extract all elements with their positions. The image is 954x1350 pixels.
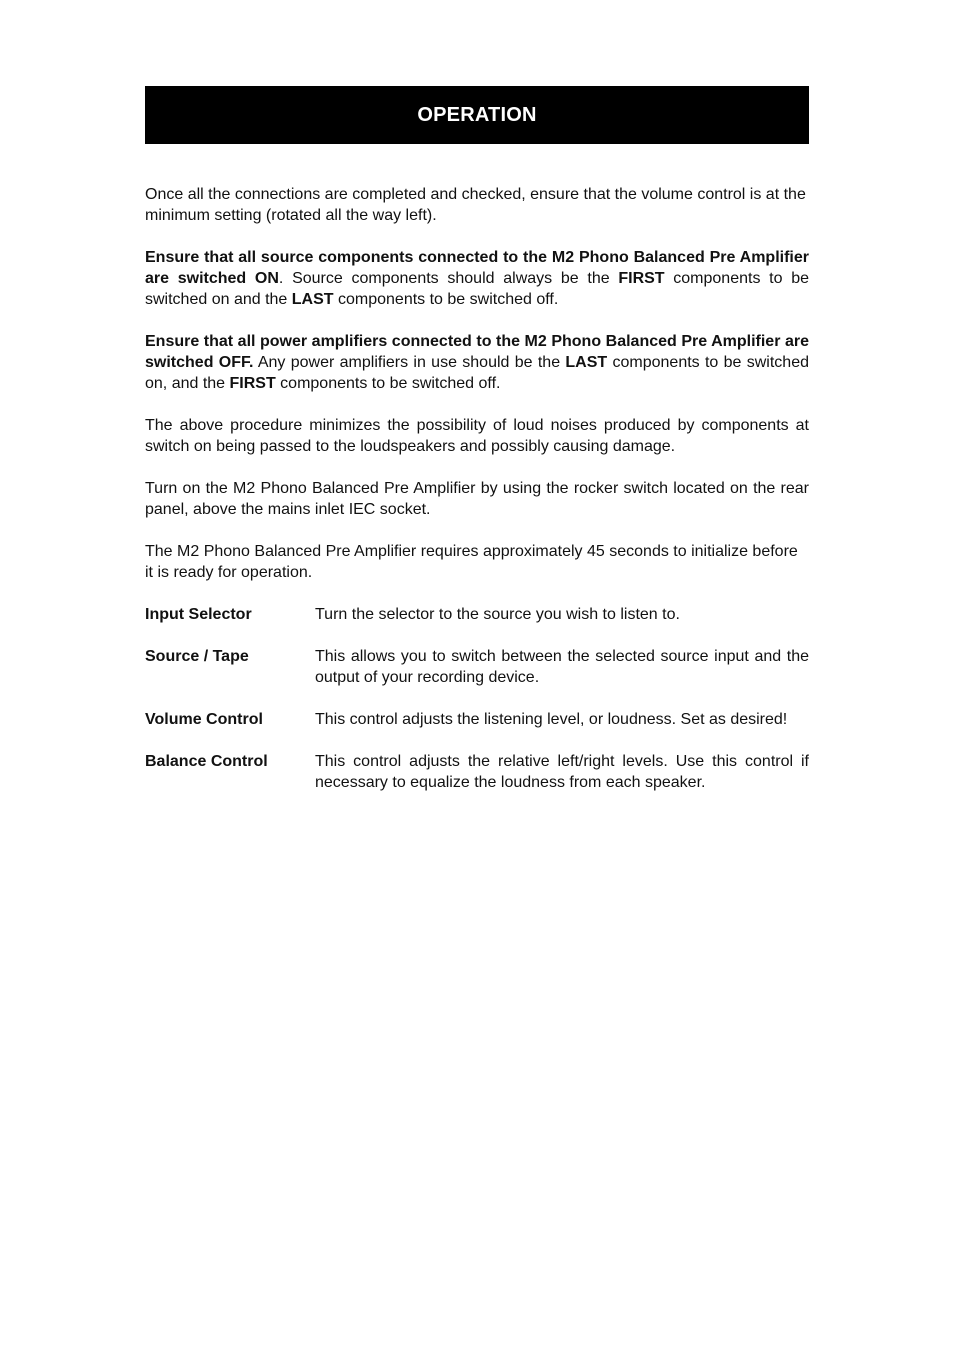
emphasis-last: LAST xyxy=(565,354,608,371)
text-span: Any power amplifiers in use should be the xyxy=(253,354,566,371)
section-header-bar xyxy=(145,86,809,144)
text-span: components to be switched off. xyxy=(275,375,501,392)
text-span: components to be switched on and the xyxy=(145,270,810,308)
control-description: Turn the selector to the source you wish to listen to. xyxy=(315,606,680,623)
text-span: components to be switched off. xyxy=(333,291,559,308)
paragraph-intro: Once all the connections are completed and checked, ensure that the volume control is at the minimum setting (rotated all the way left). xyxy=(145,186,806,224)
control-description: This control adjusts the listening level, or loudness. Set as desired! xyxy=(315,711,788,728)
emphasis-first: FIRST xyxy=(618,270,665,287)
control-row-input-selector xyxy=(145,604,809,625)
control-row-volume xyxy=(145,709,809,730)
paragraph-source-components xyxy=(145,247,809,310)
emphasis-first: FIRST xyxy=(229,375,276,392)
amplifier-warning-bold: Ensure that all power amplifiers connected to the M2 Phono Balanced Pre Amplifier are switched OFF. xyxy=(145,333,809,371)
text-span: . Source components should always be the xyxy=(278,270,619,287)
paragraph-procedure: The above procedure minimizes the possibility of loud noises produced by components at switch on being passed to the loudspeakers and possibly causing damage. xyxy=(145,417,809,455)
paragraph-initialize: The M2 Phono Balanced Pre Amplifier requires approximately 45 seconds to initialize before it is ready for operation. xyxy=(145,543,798,581)
control-term: Input Selector xyxy=(145,606,252,623)
control-term: Volume Control xyxy=(145,711,263,728)
manual-page xyxy=(145,86,809,814)
controls-list xyxy=(145,604,809,793)
emphasis-last: LAST xyxy=(291,291,334,308)
paragraph-turn-on: Turn on the M2 Phono Balanced Pre Amplifier by using the rocker switch located on the rear panel, above the mains inlet IEC socket. xyxy=(145,480,809,518)
control-row-balance xyxy=(145,751,809,793)
control-description: This allows you to switch between the selected source input and the output of your recording device. xyxy=(315,648,809,686)
control-row-source-tape xyxy=(145,646,809,688)
control-description: This control adjusts the relative left/right levels. Use this control if necessary to equalize the loudness from each speaker. xyxy=(315,753,809,791)
paragraph-power-amplifiers xyxy=(145,331,809,394)
page-content xyxy=(145,184,809,793)
control-term: Source / Tape xyxy=(145,648,249,665)
control-term: Balance Control xyxy=(145,753,268,770)
source-warning-bold: Ensure that all source components connected to the M2 Phono Balanced Pre Amplifier are switched ON xyxy=(145,249,809,287)
text-span: components to be switched on, and the xyxy=(145,354,809,392)
section-title: OPERATION xyxy=(417,103,537,126)
